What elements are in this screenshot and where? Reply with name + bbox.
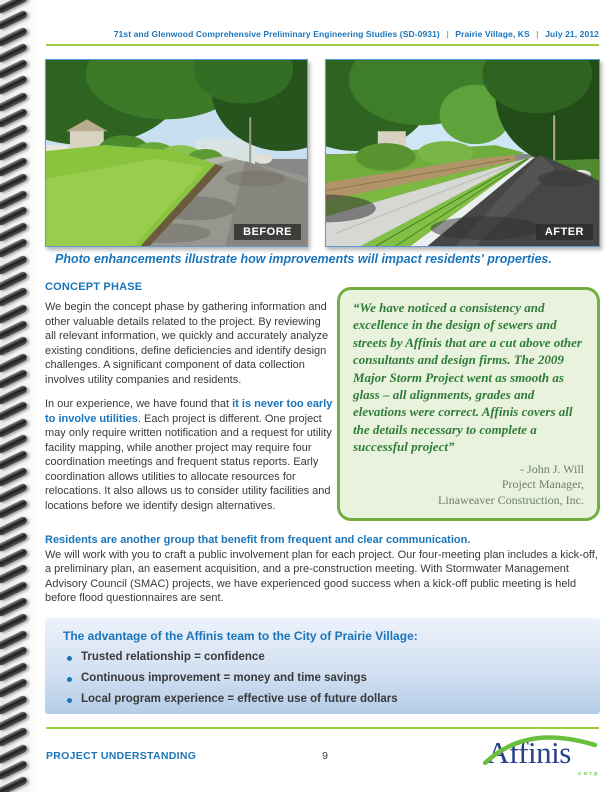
header-separator: | [536, 29, 539, 39]
para2-suffix: . Each project is different. One project may only require written notification and a request for utility facility mapping, while another project may require four coordination meetings and frequent status reports. Early coordination allows utilities to allocate resources for relocations. It also allows us to consider utility facilities and locations before we identify design alternatives. [45, 412, 332, 512]
logo-swoosh-icon [483, 729, 603, 765]
quote-attribution [353, 462, 584, 509]
advantage-bullet-2 [63, 672, 582, 684]
affinis-logo-subtext: corp [578, 771, 600, 777]
header-separator: | [446, 29, 449, 39]
bullet-dot-icon [67, 677, 72, 682]
spiral-binding [0, 0, 42, 792]
after-photo-illustration [326, 60, 599, 246]
bullet-dot-icon [67, 698, 72, 703]
after-label: AFTER [536, 224, 593, 240]
bullet-text: Trusted relationship = confidence [81, 651, 265, 663]
photo-caption: Photo enhancements illustrate how improvements will impact residents' properties. [55, 252, 552, 266]
para2-prefix: In our experience, we have found that [45, 398, 233, 410]
quote-attribution-company: Linaweaver Construction, Inc. [438, 492, 584, 507]
before-photo [45, 59, 308, 247]
residents-body: We will work with you to craft a public involvement plan for each project. Our four-meeting plan includes a kick-off, a preliminary plan, an easement acquisition, and a pre-construction meeting. With Stormwater Management Advisory Council (SMAC) projects, we have experienced good success when a kick-off public meeting is held before flood questionnaires are sent. [45, 548, 598, 604]
header-location: Prairie Village, KS [455, 29, 530, 39]
advantage-bullet-1 [63, 651, 582, 663]
quote-attribution-name: - John J. Will [520, 461, 584, 476]
quote-attribution-title: Project Manager, [501, 477, 584, 492]
header-rule [46, 44, 599, 46]
page-number: 9 [322, 750, 328, 762]
para2-highlight: it is never too early to involve utilities [45, 398, 333, 425]
bullet-dot-icon [67, 656, 72, 661]
after-photo [325, 59, 600, 247]
affinis-logo [487, 729, 602, 783]
advantage-box [45, 618, 600, 714]
affinis-logo-wordmark: Affinis [487, 735, 571, 770]
quote-text: “We have noticed a consistency and excellence in the design of sewers and streets by Affinis that are a cut above other consultants and design firms. The 2009 Major Storm Project went as smooth as glass – all alignments, grades and elevations were correct. Affinis covers all the details necessary to complete a successful project” [353, 300, 582, 455]
bullet-text: Local program experience = effective use of future dollars [81, 693, 398, 705]
advantage-heading: The advantage of the Affinis team to the City of Prairie Village: [63, 629, 418, 643]
advantage-bullet-3 [63, 693, 582, 705]
page-header [50, 29, 599, 39]
concept-phase-section [45, 281, 333, 523]
concept-phase-heading: CONCEPT PHASE [45, 281, 143, 293]
residents-lead: Residents are another group that benefit from frequent and clear communication. [45, 534, 471, 546]
testimonial-quote-box [337, 287, 600, 521]
bullet-text: Continuous improvement = money and time savings [81, 672, 367, 684]
before-photo-illustration [46, 60, 307, 246]
concept-paragraph-1: We begin the concept phase by gathering information and other valuable details related to the project. By reviewing all relevant information, we quickly and accurately analyze existing conditions, define deficiencies and identify design challenges. A significant component of data collection involves utility companies and residents. [45, 301, 329, 386]
concept-paragraph-2 [45, 397, 333, 513]
header-date: July 21, 2012 [545, 29, 599, 39]
residents-paragraph [45, 533, 599, 606]
header-title: 71st and Glenwood Comprehensive Preliminary Engineering Studies (SD-0931) [113, 29, 440, 39]
before-label: BEFORE [234, 224, 301, 240]
footer-section-label: PROJECT UNDERSTANDING [46, 750, 197, 762]
